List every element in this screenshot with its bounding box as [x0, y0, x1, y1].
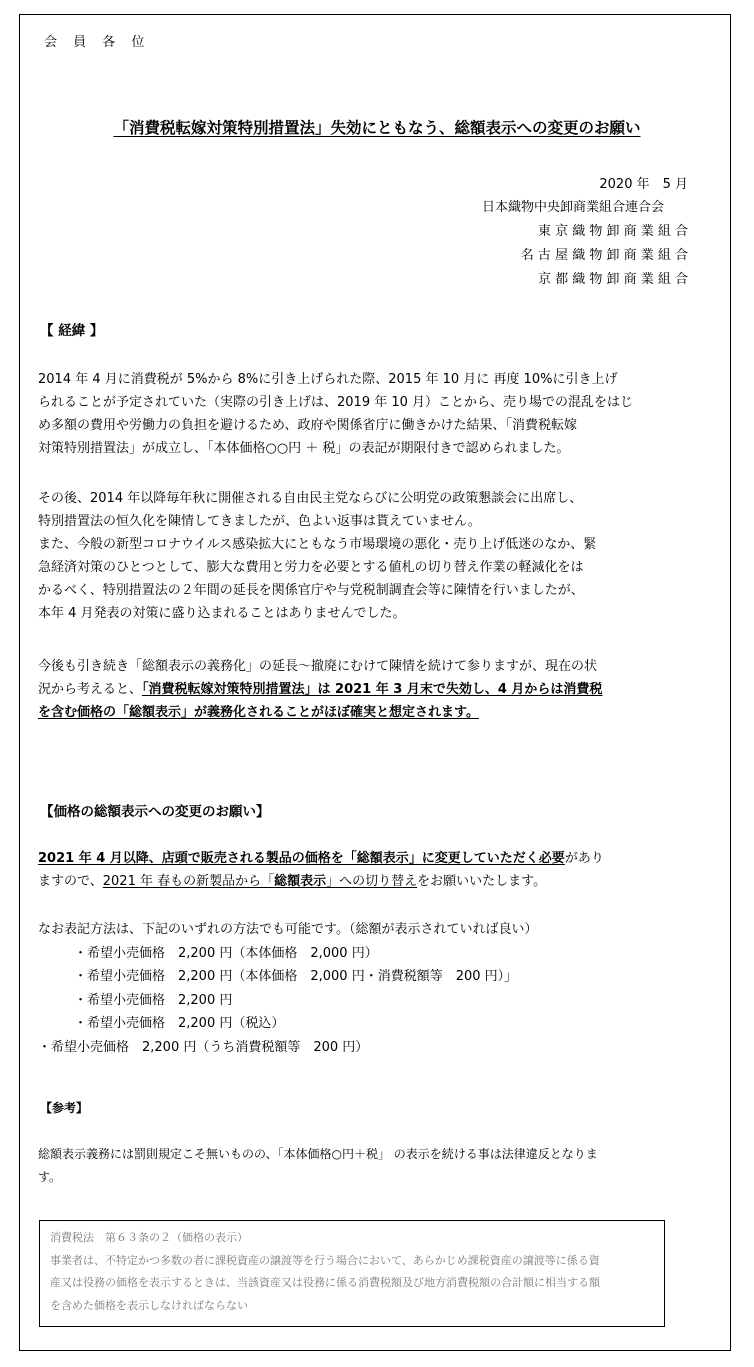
- plain-text: 況から考えると、: [38, 682, 143, 697]
- issue-date: 2020 年 5 月: [599, 177, 688, 192]
- document-title: 「消費税転嫁対策特別措置法」失効にともなう、総額表示への変更のお願い: [113, 119, 641, 137]
- notation-example: ・希望小売価格 2,200 円（税込）: [74, 1016, 285, 1031]
- plain-text: ますので、: [38, 874, 103, 889]
- underlined-text: 2021 年 春もの新製品から「: [102, 874, 275, 889]
- background-heading: 【 経緯 】: [40, 323, 104, 339]
- background-paragraph-1: [38, 368, 698, 460]
- paragraph-line: [38, 847, 698, 870]
- addressee: 会 員 各 位: [44, 35, 151, 50]
- emphasis-line: を含む価格の「総額表示」が義務化されることがほぼ確実と想定されます。: [38, 705, 479, 720]
- plain-text: があり: [564, 851, 604, 866]
- request-heading: 【価格の総額表示への変更のお願い】: [40, 804, 270, 820]
- sender-federation: 日本織物中央卸商業組合連合会: [482, 200, 665, 215]
- law-line: 産又は役務の価格を表示するときは、当該資産又は役務に係る消費税額及び地方消費税額の合計額に相当する額: [50, 1276, 600, 1289]
- notation-example: ・希望小売価格 2,200 円（本体価格 2,000 円）: [74, 945, 378, 961]
- notation-example: ・希望小売価格 2,200 円（うち消費税額等 200 円）: [38, 1039, 369, 1055]
- law-title: 消費税法 第６３条の２（価格の表示）: [50, 1231, 248, 1244]
- request-paragraph: [38, 847, 698, 893]
- notation-example: ・希望小売価格 2,200 円（本体価格 2,000 円・消費税額等 200 円）」: [74, 969, 518, 984]
- background-paragraph-2: [38, 487, 698, 625]
- paragraph-line: その後、2014 年以降毎年秋に開催される自由民主党ならびに公明党の政策懇談会に出席し、: [38, 491, 583, 506]
- paragraph-line: 特別措置法の恒久化を陳情してきましたが、色よい返事は貰えていません。: [38, 514, 481, 529]
- paragraph-line: め多額の費用や労働力の負担を避けるため、政府や関係省庁に働きかけた結果、「消費税転嫁: [38, 418, 577, 433]
- emphasis-text: 2021 年 4 月以降、店頭で販売される製品の価格を「総額表示」に変更していただく必要: [38, 851, 565, 866]
- paragraph-line: 総額表示義務には罰則規定こそ無いものの、「本体価格○円＋税」 の表示を続ける事は法律違反となりま: [38, 1147, 598, 1161]
- paragraph-line: かるべく、特別措置法の２年間の延長を関係官庁や与党税制調査会等に陳情を行いましたが、: [38, 583, 584, 598]
- paragraph-line: 対策特別措置法」が成立し、「本体価格○○円 ＋ 税」の表記が期限付きで認められました。: [38, 441, 570, 456]
- paragraph-line: 急経済対策のひとつとして、膨大な費用と労力を必要とする値札の切り替え作業の軽減化をは: [38, 560, 584, 575]
- paragraph-line: 今後も引き続き「総額表示の義務化」の延長～撤廃にむけて陳情を続けて参りますが、現在の状: [38, 659, 598, 674]
- law-line: を含めた価格を表示しなければならない: [50, 1298, 248, 1312]
- sender-tokyo: 東 京 織 物 卸 商 業 組 合: [537, 224, 688, 239]
- notation-intro: なお表記方法は、下記のいずれの方法でも可能です。（総額が表示されていれば良い）: [38, 922, 538, 937]
- paragraph-line: また、今般の新型コロナウイルス感染拡大にともなう市場環境の悪化・売り上げ低迷のなか、緊: [38, 537, 597, 552]
- paragraph-line: す。: [38, 1170, 62, 1184]
- paragraph-line: 本年 4 月発表の対策に盛り込まれることはありませんでした。: [38, 606, 406, 621]
- law-line: 事業者は、不特定かつ多数の者に課税資産の譲渡等を行う場合において、あらかじめ課税資産の譲渡等に係る資: [50, 1253, 600, 1267]
- law-quote-box: [39, 1220, 665, 1327]
- paragraph-line: [38, 678, 698, 701]
- notation-example: ・希望小売価格 2,200 円: [74, 992, 233, 1008]
- reference-heading: 【参考】: [40, 1101, 89, 1115]
- emphasis-text: 「消費税転嫁対策特別措置法」は 2021 年 3 月末で失効し、4 月からは消費税: [142, 682, 603, 697]
- sender-nagoya: 名 古 屋 織 物 卸 商 業 組 合: [520, 248, 688, 263]
- paragraph-line: られることが予定されていた（実際の引き上げは、2019 年 10 月）ことから、売り場での混乱をはじ: [38, 395, 634, 410]
- paragraph-line: [38, 870, 698, 893]
- background-paragraph-3: [38, 655, 698, 724]
- paragraph-line: 2014 年 4 月に消費税が 5%から 8%に引き上げられた際、2015 年 10 月に 再度 10%に引き上げ: [38, 372, 618, 387]
- reference-text: [38, 1143, 698, 1189]
- notation-list: [38, 918, 537, 1059]
- emphasis-text: 総額表示: [274, 874, 327, 889]
- underlined-text: 」への切り替え: [326, 874, 418, 889]
- sender-kyoto: 京 都 織 物 卸 商 業 組 合: [537, 272, 688, 287]
- plain-text: をお願いいたします。: [417, 874, 547, 889]
